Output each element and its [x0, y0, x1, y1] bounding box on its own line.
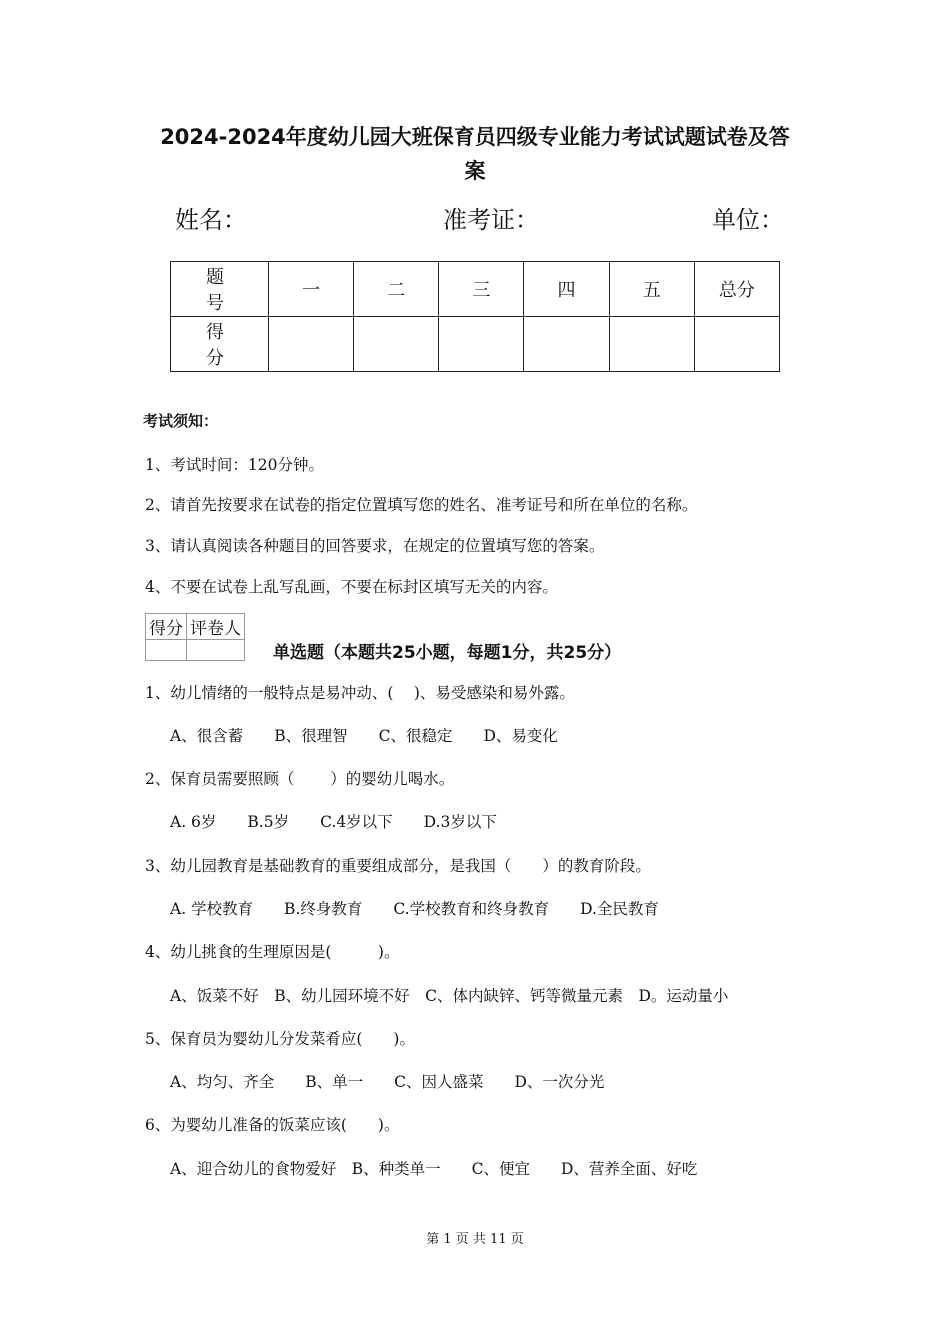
- score-table-header-row: [171, 262, 780, 317]
- title-line-2: 案: [464, 159, 486, 183]
- score-cell: [354, 317, 439, 372]
- grader-reviewer-cell: [187, 640, 245, 661]
- note-item: 2、请首先按要求在试卷的指定位置填写您的姓名、准考证号和所在单位的名称。: [145, 496, 698, 514]
- note-item: 4、不要在试卷上乱写乱画，不要在标封区填写无关的内容。: [145, 578, 558, 596]
- grader-score-cell: [146, 640, 187, 661]
- title-line-1: 2024-2024年度幼儿园大班保育员四级专业能力考试试题试卷及答: [160, 125, 790, 149]
- unit-label: 单位：: [712, 206, 784, 234]
- note-item: 1、考试时间：120分钟。: [145, 456, 324, 474]
- question-5: 5、保育员为婴幼儿分发菜肴应( )。: [145, 1030, 415, 1048]
- question-5-options: A、均匀、齐全 B、单一 C、因人盛菜 D、一次分光: [170, 1073, 605, 1091]
- question-3: 3、幼儿园教育是基础教育的重要组成部分，是我国（ ）的教育阶段。: [145, 857, 651, 875]
- question-1: 1、幼儿情绪的一般特点是易冲动、( )、易受感染和易外露。: [145, 684, 575, 702]
- document-title: [0, 120, 950, 188]
- score-cell: [439, 317, 524, 372]
- question-4-options: A、饭菜不好 B、幼儿园环境不好 C、体内缺锌、钙等微量元素 D。运动量小: [170, 987, 729, 1005]
- grader-box: [145, 613, 245, 661]
- header-part-3: 三: [439, 262, 524, 317]
- score-cell: [524, 317, 609, 372]
- header-part-1: 一: [268, 262, 353, 317]
- header-total: 总分: [694, 262, 779, 317]
- grader-score-label: 得分: [146, 614, 187, 640]
- header-question-number: 题 号: [171, 262, 269, 317]
- question-4: 4、幼儿挑食的生理原因是( )。: [145, 943, 400, 961]
- name-label: 姓名：: [175, 206, 247, 234]
- question-6: 6、为婴幼儿准备的饭菜应该( )。: [145, 1116, 400, 1134]
- page-footer: 第 1 页 共 11 页: [426, 1232, 524, 1247]
- question-2-options: A. 6岁 B.5岁 C.4岁以下 D.3岁以下: [170, 813, 497, 831]
- question-2: 2、保育员需要照顾（ ）的婴幼儿喝水。: [145, 770, 455, 788]
- score-cell: [694, 317, 779, 372]
- row-score-label: 得 分: [171, 317, 269, 372]
- question-6-options: A、迎合幼儿的食物爱好 B、种类单一 C、便宜 D、营养全面、好吃: [170, 1160, 698, 1178]
- score-table: [170, 261, 780, 372]
- question-1-options: A、很含蓄 B、很理智 C、很稳定 D、易变化: [170, 727, 558, 745]
- score-cell: [268, 317, 353, 372]
- header-part-2: 二: [354, 262, 439, 317]
- score-table-score-row: [171, 317, 780, 372]
- score-cell: [609, 317, 694, 372]
- note-item: 3、请认真阅读各种题目的回答要求，在规定的位置填写您的答案。: [145, 537, 605, 555]
- header-part-4: 四: [524, 262, 609, 317]
- exam-number-label: 准考证：: [443, 206, 539, 234]
- section-title: 单选题（本题共25小题，每题1分，共25分）: [273, 643, 622, 663]
- notes-heading: 考试须知：: [143, 412, 219, 430]
- header-part-5: 五: [609, 262, 694, 317]
- grader-reviewer-label: 评卷人: [187, 614, 245, 640]
- question-3-options: A. 学校教育 B.终身教育 C.学校教育和终身教育 D.全民教育: [170, 900, 659, 918]
